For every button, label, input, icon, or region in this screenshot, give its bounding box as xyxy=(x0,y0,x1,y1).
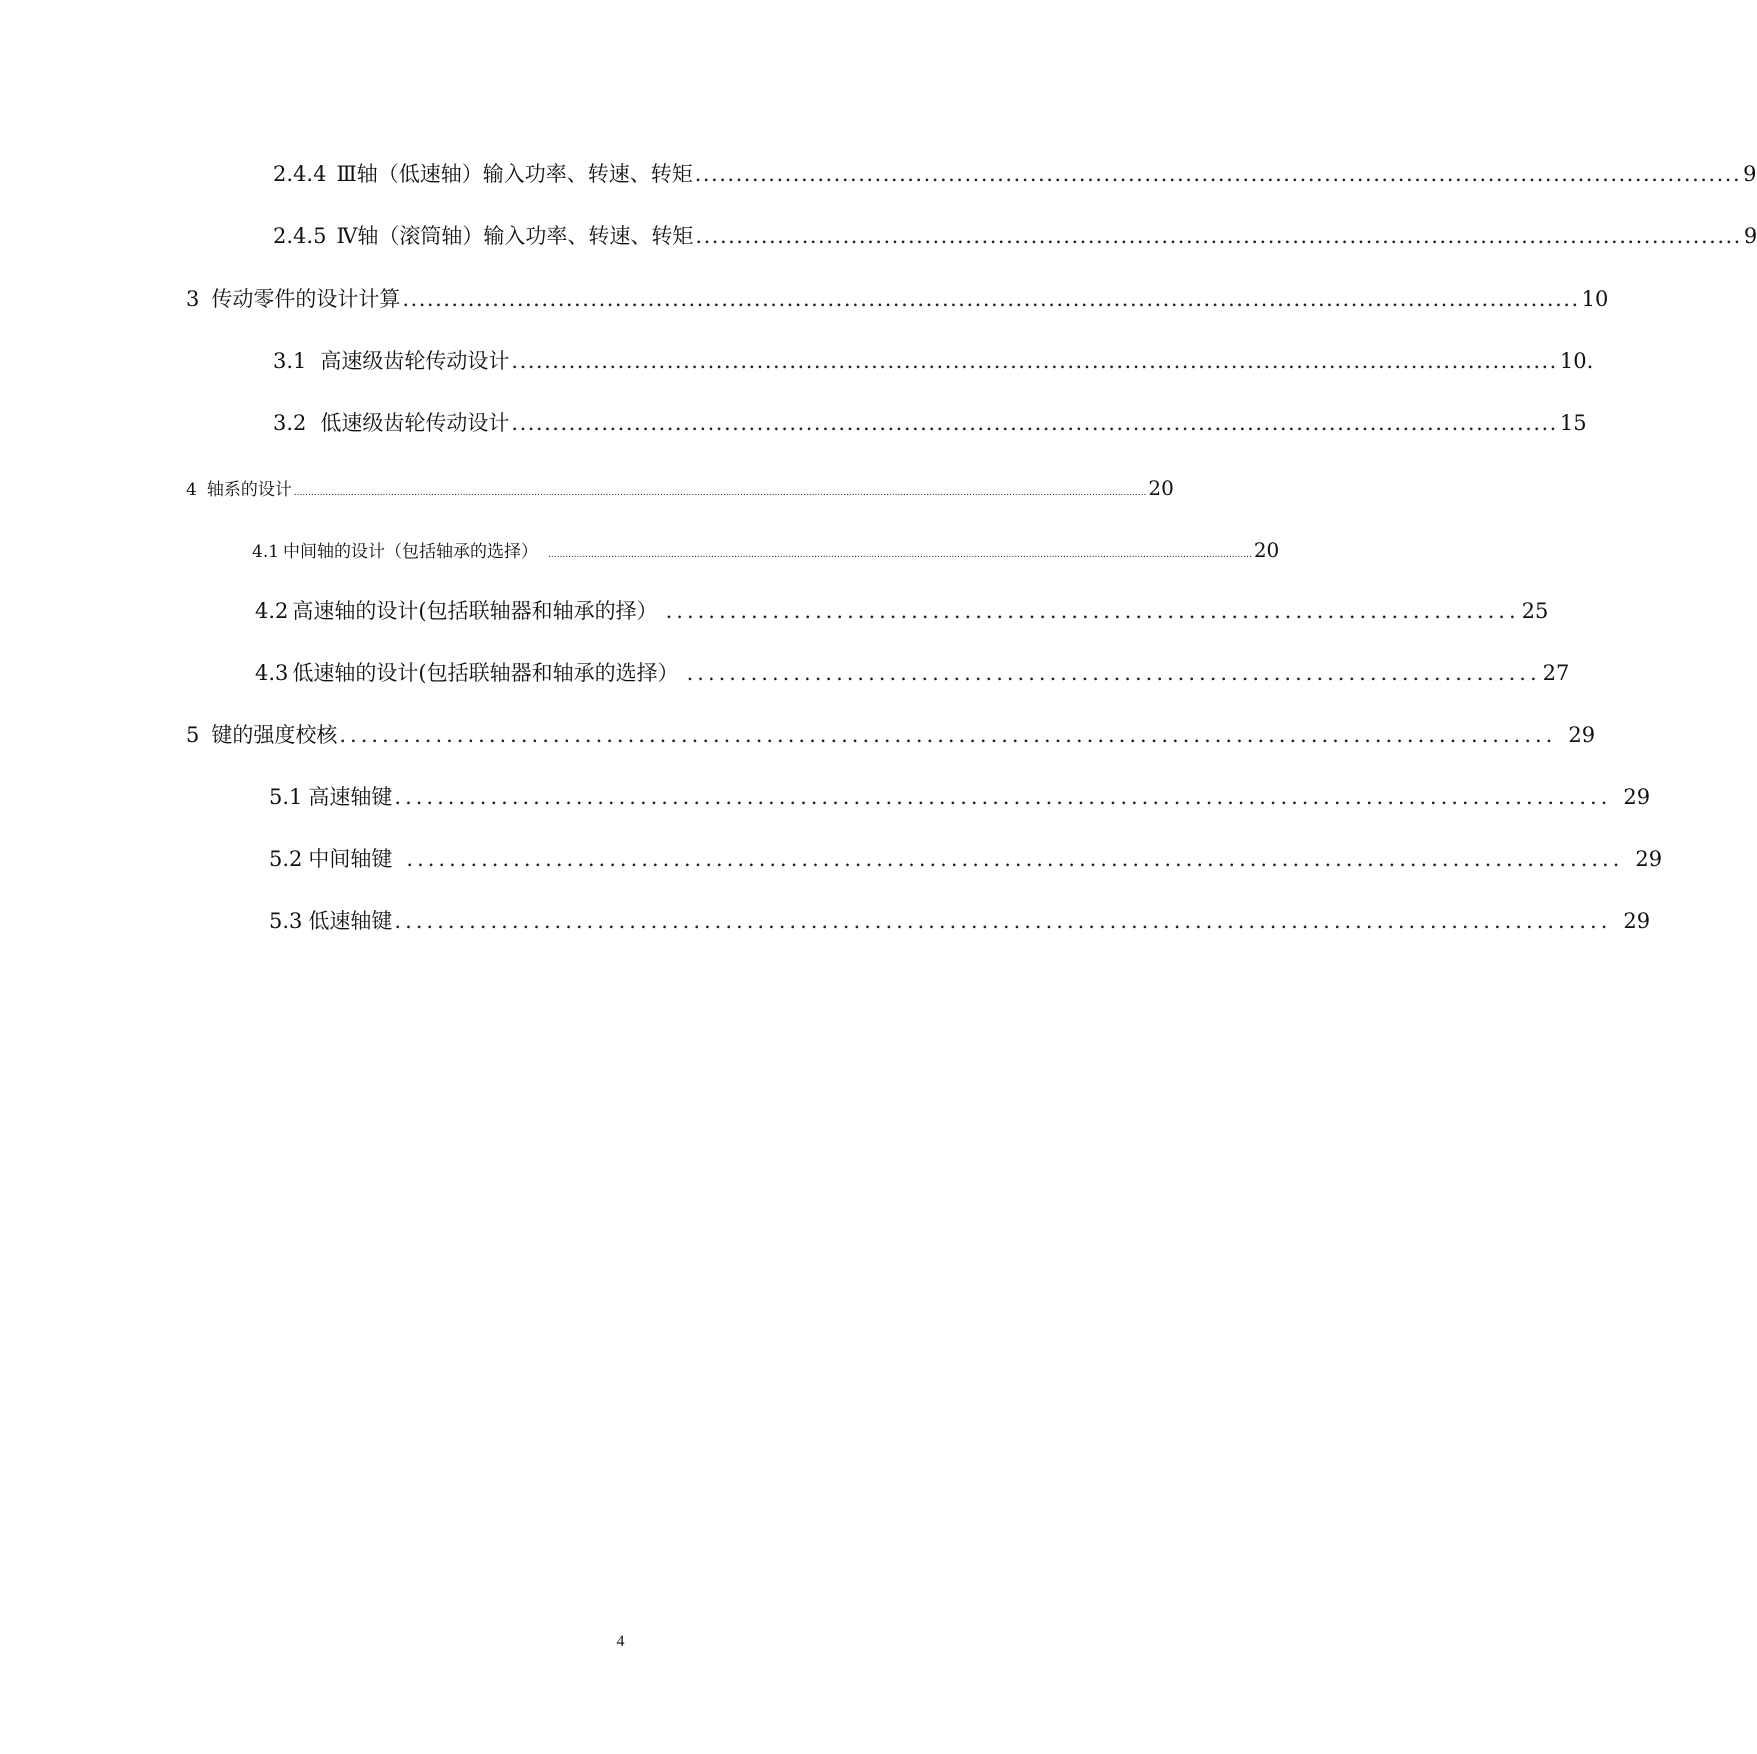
toc-entry-title: 传动零件的设计计算 xyxy=(211,287,401,311)
toc-leader-dots: ................................................................................................................................ xyxy=(694,162,1742,186)
toc-entry-title: Ⅲ轴（低速轴）输入功率、转速、转矩 xyxy=(336,162,693,186)
toc-entry-page: 9 xyxy=(1743,224,1757,248)
toc-entry-5-2[interactable] xyxy=(269,845,1663,873)
toc-entry-title: 中间轴键 xyxy=(308,847,393,871)
toc-leader-dots: ...................................................................................................................................................................................................................................................... xyxy=(548,550,1252,560)
toc-entry-3[interactable] xyxy=(186,285,1609,313)
toc-entry-4-1[interactable] xyxy=(252,536,1280,569)
toc-entry-title: 中间轴的设计（包括轴承的选择） xyxy=(283,542,539,562)
toc-entry-number: 2.4.4 xyxy=(273,162,327,186)
toc-entry-page: 29 xyxy=(1635,847,1663,871)
toc-entry-2-4-4[interactable] xyxy=(273,160,1757,188)
toc-entry-title: 低速轴的设计(包括联轴器和轴承的选择） xyxy=(292,661,679,685)
toc-entry-4-3[interactable] xyxy=(255,659,1570,687)
toc-entry-number: 5 xyxy=(186,723,200,747)
toc-entry-number: 5.3 xyxy=(269,909,303,933)
toc-entry-number: 4.3 xyxy=(255,661,289,685)
toc-entry-page: 15 xyxy=(1559,411,1587,435)
toc-entry-page: 10 xyxy=(1581,287,1609,311)
toc-entry-number: 4 xyxy=(186,480,197,500)
toc-entry-5-1[interactable] xyxy=(269,783,1651,811)
toc-entry-page: 29 xyxy=(1568,723,1596,747)
toc-entry-5-3[interactable] xyxy=(269,907,1651,935)
toc-leader-dots: ................................................................................................................................ xyxy=(511,411,1558,435)
toc-entry-5[interactable] xyxy=(186,721,1596,749)
toc-entry-title: 低速轴键 xyxy=(308,909,393,933)
toc-entry-title: 轴系的设计 xyxy=(206,480,292,500)
toc-entry-title: 高速轴的设计(包括联轴器和轴承的择） xyxy=(292,599,658,623)
toc-leader-dots: .................................................................................................................. xyxy=(339,723,1557,747)
toc-entry-title: 高速轴键 xyxy=(308,785,393,809)
toc-entry-number: 5.2 xyxy=(269,847,303,871)
toc-entry-number: 3.2 xyxy=(273,411,307,435)
toc-leader-dots: ................................................................................................................................ xyxy=(511,349,1558,373)
toc-entry-number: 3 xyxy=(186,287,200,311)
toc-leader-dots: ................................................................................................................................................ xyxy=(402,287,1580,311)
toc-entry-3-1[interactable] xyxy=(273,347,1594,375)
toc-entry-number: 2.4.5 xyxy=(273,224,327,248)
toc-entry-3-2[interactable] xyxy=(273,409,1587,437)
toc-entry-2-4-5[interactable] xyxy=(273,222,1757,250)
toc-entry-4[interactable] xyxy=(186,474,1174,507)
toc-entry-page: 20 xyxy=(1148,476,1174,500)
toc-leader-dots: .................................................................................................................. xyxy=(394,909,1612,933)
toc-entry-title: 键的强度校核 xyxy=(211,723,338,747)
toc-entry-page: 29 xyxy=(1623,785,1651,809)
toc-leader-dots: ................................................................................ xyxy=(665,599,1520,623)
toc-entry-title: 低速级齿轮传动设计 xyxy=(320,411,510,435)
toc-leader-dots: .................................................................................................................. xyxy=(394,785,1612,809)
toc-entry-number: 3.1 xyxy=(273,349,307,373)
toc-leader-dots: .......................................................................................................................................................................................................................................................................................................... xyxy=(293,488,1147,498)
toc-leader-dots: ................................................................................ xyxy=(686,661,1541,685)
toc-leader-dots: .................................................................................................................. xyxy=(406,847,1624,871)
toc-leader-dots: ................................................................................................................................ xyxy=(695,224,1742,248)
page-number: 4 xyxy=(616,1633,625,1650)
toc-entry-page: 29 xyxy=(1623,909,1651,933)
toc-entry-page: 20 xyxy=(1253,538,1280,562)
toc-entry-title: 高速级齿轮传动设计 xyxy=(320,349,510,373)
toc-entry-page: 10. xyxy=(1559,349,1594,373)
toc-entry-4-2[interactable] xyxy=(255,597,1549,625)
toc-entry-title: Ⅳ轴（滚筒轴）输入功率、转速、转矩 xyxy=(336,224,694,248)
toc-entry-number: 4.2 xyxy=(255,599,289,623)
toc-entry-page: 9 xyxy=(1743,162,1757,186)
toc-entry-page: 25 xyxy=(1521,599,1549,623)
toc-entry-page: 27 xyxy=(1542,661,1570,685)
toc-entry-number: 5.1 xyxy=(269,785,303,809)
toc-entry-number: 4.1 xyxy=(252,542,280,562)
